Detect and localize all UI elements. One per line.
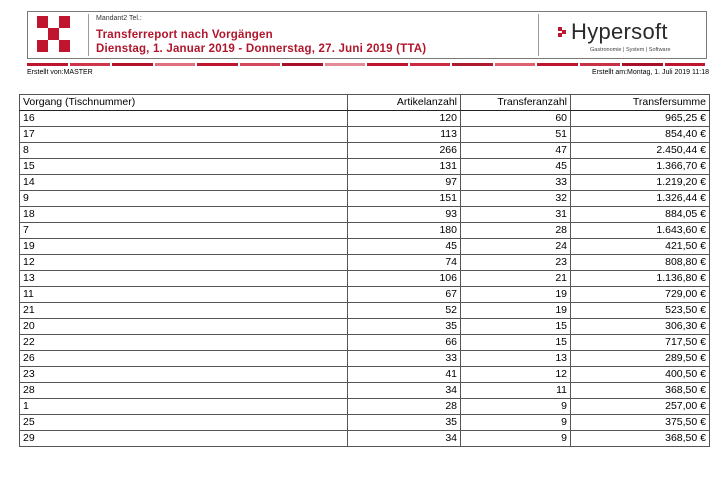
table-cell: 19 <box>461 303 571 319</box>
table-cell: 1 <box>20 399 348 415</box>
header-divider <box>538 14 539 56</box>
table-cell: 24 <box>461 239 571 255</box>
table-cell: 21 <box>461 271 571 287</box>
brand-arrow-icon <box>558 27 568 37</box>
table-cell: 32 <box>461 191 571 207</box>
table-cell: 15 <box>461 335 571 351</box>
table-row <box>20 159 710 175</box>
table-cell: 729,00 € <box>571 287 710 303</box>
table-cell: 15 <box>20 159 348 175</box>
table-cell: 1.219,20 € <box>571 175 710 191</box>
table-cell: 965,25 € <box>571 111 710 127</box>
table-cell: 884,05 € <box>571 207 710 223</box>
table-row <box>20 399 710 415</box>
table-cell: 21 <box>20 303 348 319</box>
table-row <box>20 239 710 255</box>
table-row <box>20 367 710 383</box>
table-cell: 113 <box>348 127 461 143</box>
table-row <box>20 335 710 351</box>
table-cell: 33 <box>461 175 571 191</box>
table-cell: 12 <box>461 367 571 383</box>
column-header: Vorgang (Tischnummer) <box>20 95 348 111</box>
table-cell: 52 <box>348 303 461 319</box>
table-cell: 12 <box>20 255 348 271</box>
table-cell: 257,00 € <box>571 399 710 415</box>
table-cell: 28 <box>461 223 571 239</box>
table-row <box>20 287 710 303</box>
table-cell: 306,30 € <box>571 319 710 335</box>
table-cell: 131 <box>348 159 461 175</box>
table-cell: 289,50 € <box>571 351 710 367</box>
table-row <box>20 127 710 143</box>
column-header: Artikelanzahl <box>348 95 461 111</box>
table-row <box>20 207 710 223</box>
table-row <box>20 191 710 207</box>
table-cell: 20 <box>20 319 348 335</box>
table-cell: 18 <box>20 207 348 223</box>
table-cell: 180 <box>348 223 461 239</box>
table-row <box>20 255 710 271</box>
table-row <box>20 383 710 399</box>
table-cell: 8 <box>20 143 348 159</box>
table-cell: 2.450,44 € <box>571 143 710 159</box>
table-row <box>20 271 710 287</box>
report-title: Transferreport nach Vorgängen <box>96 29 273 41</box>
table-header-row <box>20 95 710 111</box>
table-row <box>20 175 710 191</box>
table-cell: 151 <box>348 191 461 207</box>
table-cell: 400,50 € <box>571 367 710 383</box>
table-cell: 9 <box>20 191 348 207</box>
table-cell: 11 <box>461 383 571 399</box>
created-at: Erstellt am:Montag, 1. Juli 2019 11:18 <box>592 69 709 76</box>
table-row <box>20 303 710 319</box>
table-cell: 47 <box>461 143 571 159</box>
table-cell: 33 <box>348 351 461 367</box>
brand-tagline: Gastronomie | System | Software <box>590 47 671 53</box>
table-cell: 67 <box>348 287 461 303</box>
header-divider <box>88 14 89 56</box>
table-cell: 120 <box>348 111 461 127</box>
table-cell: 1.136,80 € <box>571 271 710 287</box>
table-cell: 93 <box>348 207 461 223</box>
table-cell: 34 <box>348 431 461 447</box>
table-cell: 34 <box>348 383 461 399</box>
hypersoft-logo <box>553 18 703 56</box>
table-cell: 45 <box>348 239 461 255</box>
table-cell: 31 <box>461 207 571 223</box>
table-cell: 28 <box>348 399 461 415</box>
brand-name: Hypersoft <box>571 19 668 44</box>
table-cell: 45 <box>461 159 571 175</box>
table-cell: 41 <box>348 367 461 383</box>
table-cell: 11 <box>20 287 348 303</box>
table-row <box>20 223 710 239</box>
table-cell: 13 <box>461 351 571 367</box>
table-cell: 19 <box>20 239 348 255</box>
table-cell: 854,40 € <box>571 127 710 143</box>
table-cell: 19 <box>461 287 571 303</box>
table-cell: 25 <box>20 415 348 431</box>
table-cell: 26 <box>20 351 348 367</box>
table-cell: 717,50 € <box>571 335 710 351</box>
table-cell: 60 <box>461 111 571 127</box>
column-header: Transfersumme <box>571 95 710 111</box>
table-cell: 1.326,44 € <box>571 191 710 207</box>
table-cell: 51 <box>461 127 571 143</box>
table-cell: 17 <box>20 127 348 143</box>
table-cell: 1.643,60 € <box>571 223 710 239</box>
table-cell: 23 <box>461 255 571 271</box>
report-header <box>27 11 707 59</box>
table-cell: 74 <box>348 255 461 271</box>
table-row <box>20 431 710 447</box>
table-cell: 9 <box>461 399 571 415</box>
table-cell: 66 <box>348 335 461 351</box>
table-cell: 106 <box>348 271 461 287</box>
created-by: Erstellt von:MASTER <box>27 69 93 76</box>
table-row <box>20 415 710 431</box>
table-cell: 15 <box>461 319 571 335</box>
table-cell: 368,50 € <box>571 383 710 399</box>
table-cell: 375,50 € <box>571 415 710 431</box>
table-cell: 7 <box>20 223 348 239</box>
table-cell: 368,50 € <box>571 431 710 447</box>
table-cell: 808,80 € <box>571 255 710 271</box>
report-date-range: Dienstag, 1. Januar 2019 - Donnerstag, 27. Juni 2019 (TTA) <box>96 43 427 55</box>
table-cell: 16 <box>20 111 348 127</box>
table-cell: 23 <box>20 367 348 383</box>
table-row <box>20 351 710 367</box>
transfer-table <box>19 94 710 447</box>
table-cell: 22 <box>20 335 348 351</box>
table-row <box>20 143 710 159</box>
table-cell: 28 <box>20 383 348 399</box>
table-cell: 35 <box>348 415 461 431</box>
table-cell: 1.366,70 € <box>571 159 710 175</box>
mandant-label: Mandant2 Tel.: <box>96 15 142 22</box>
table-cell: 9 <box>461 415 571 431</box>
table-cell: 29 <box>20 431 348 447</box>
table-row <box>20 319 710 335</box>
table-cell: 9 <box>461 431 571 447</box>
table-cell: 13 <box>20 271 348 287</box>
company-logo-icon <box>37 16 71 54</box>
table-cell: 421,50 € <box>571 239 710 255</box>
table-cell: 35 <box>348 319 461 335</box>
table-cell: 523,50 € <box>571 303 710 319</box>
table-row <box>20 111 710 127</box>
column-header: Transferanzahl <box>461 95 571 111</box>
table-cell: 266 <box>348 143 461 159</box>
table-cell: 97 <box>348 175 461 191</box>
table-cell: 14 <box>20 175 348 191</box>
header-color-bar <box>27 63 707 66</box>
